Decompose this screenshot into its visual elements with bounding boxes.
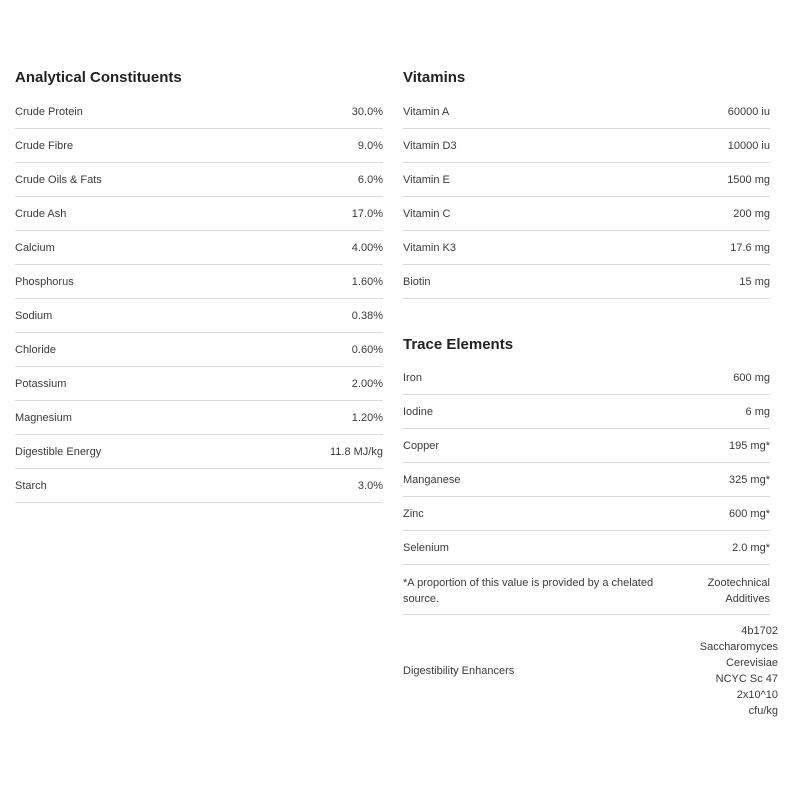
row-value: 1.20% bbox=[351, 411, 383, 424]
row-value: 10000 iu bbox=[727, 139, 770, 152]
row-label: Crude Protein bbox=[15, 105, 83, 118]
row-label: Vitamin C bbox=[403, 207, 451, 220]
row-label: Calcium bbox=[15, 241, 55, 254]
row-value: 17.6 mg bbox=[730, 241, 770, 254]
row-value: 600 mg bbox=[733, 371, 770, 384]
row-value: 325 mg* bbox=[729, 473, 770, 486]
table-row bbox=[403, 395, 770, 429]
table-row bbox=[15, 299, 383, 333]
row-label: Potassium bbox=[15, 377, 67, 390]
digestibility-enhancers-label: Digestibility Enhancers bbox=[403, 665, 515, 677]
row-value: 6 mg bbox=[745, 405, 770, 418]
row-label: Selenium bbox=[403, 541, 449, 554]
zootechnical-additives-label: Zootechnical Additives bbox=[707, 577, 770, 605]
row-value: 9.0% bbox=[357, 139, 383, 152]
analytical-constituents-list bbox=[15, 95, 383, 503]
table-row bbox=[403, 531, 770, 565]
row-label: Starch bbox=[15, 479, 47, 492]
row-label: Zinc bbox=[403, 507, 424, 520]
trace-elements-section bbox=[403, 335, 778, 719]
table-row bbox=[15, 265, 383, 299]
table-row bbox=[15, 95, 383, 129]
row-value: 600 mg* bbox=[729, 507, 770, 520]
row-label: Chloride bbox=[15, 343, 56, 356]
right-column bbox=[403, 68, 778, 719]
analytical-constituents-title: Analytical Constituents bbox=[15, 69, 182, 86]
table-row bbox=[403, 361, 770, 395]
row-value: 2.00% bbox=[351, 377, 383, 390]
table-row bbox=[403, 197, 770, 231]
table-row bbox=[403, 265, 770, 299]
table-row bbox=[15, 231, 383, 265]
row-label: Vitamin E bbox=[403, 173, 450, 186]
table-row bbox=[403, 463, 770, 497]
table-row bbox=[403, 95, 770, 129]
row-label: Magnesium bbox=[15, 411, 72, 424]
row-label: Sodium bbox=[15, 309, 53, 322]
row-label: Vitamin K3 bbox=[403, 241, 456, 254]
digestibility-enhancers-value: 4b1702 Saccharomyces Cerevisiae NCYC Sc 47 2x10^10 cfu/kg bbox=[699, 625, 778, 717]
row-value: 1500 mg bbox=[727, 173, 770, 186]
table-row bbox=[15, 333, 383, 367]
row-label: Crude Fibre bbox=[15, 139, 74, 152]
row-label: Crude Ash bbox=[15, 207, 67, 220]
table-row bbox=[403, 497, 770, 531]
row-label: Copper bbox=[403, 439, 440, 452]
row-value: 15 mg bbox=[739, 275, 770, 288]
row-label: Digestible Energy bbox=[15, 445, 102, 458]
digestibility-enhancers-row bbox=[403, 615, 778, 719]
table-row bbox=[403, 129, 770, 163]
row-value: 200 mg bbox=[733, 207, 770, 220]
chelated-note: *A proportion of this value is provided by a chelated source. bbox=[403, 577, 654, 605]
vitamins-section bbox=[403, 68, 770, 299]
row-label: Crude Oils & Fats bbox=[15, 173, 102, 186]
table-row bbox=[403, 163, 770, 197]
row-label: Vitamin D3 bbox=[403, 139, 457, 152]
chelated-note-row bbox=[403, 565, 770, 615]
table-row bbox=[403, 231, 770, 265]
row-label: Vitamin A bbox=[403, 105, 450, 118]
trace-elements-title: Trace Elements bbox=[403, 336, 514, 353]
row-value: 2.0 mg* bbox=[732, 541, 770, 554]
row-value: 1.60% bbox=[351, 275, 383, 288]
row-label: Iron bbox=[403, 371, 422, 384]
row-value: 0.38% bbox=[351, 309, 383, 322]
row-label: Manganese bbox=[403, 473, 461, 486]
table-row bbox=[15, 469, 383, 503]
row-value: 11.8 MJ/kg bbox=[330, 445, 383, 458]
row-value: 17.0% bbox=[351, 207, 383, 220]
row-value: 0.60% bbox=[351, 343, 383, 356]
table-row bbox=[403, 429, 770, 463]
row-value: 6.0% bbox=[357, 173, 383, 186]
table-row bbox=[15, 129, 383, 163]
vitamins-title: Vitamins bbox=[403, 69, 466, 86]
table-row bbox=[15, 435, 383, 469]
row-label: Biotin bbox=[403, 275, 431, 288]
row-label: Phosphorus bbox=[15, 275, 74, 288]
trace-elements-list bbox=[403, 361, 770, 565]
row-value: 195 mg* bbox=[729, 439, 770, 452]
analytical-constituents-section bbox=[15, 68, 383, 503]
table-row bbox=[15, 197, 383, 231]
table-row bbox=[15, 401, 383, 435]
row-value: 60000 iu bbox=[727, 105, 770, 118]
vitamins-list bbox=[403, 95, 770, 299]
table-row bbox=[15, 367, 383, 401]
row-value: 3.0% bbox=[357, 479, 383, 492]
row-value: 30.0% bbox=[351, 105, 383, 118]
row-value: 4.00% bbox=[351, 241, 383, 254]
table-row bbox=[15, 163, 383, 197]
row-label: Iodine bbox=[403, 405, 433, 418]
